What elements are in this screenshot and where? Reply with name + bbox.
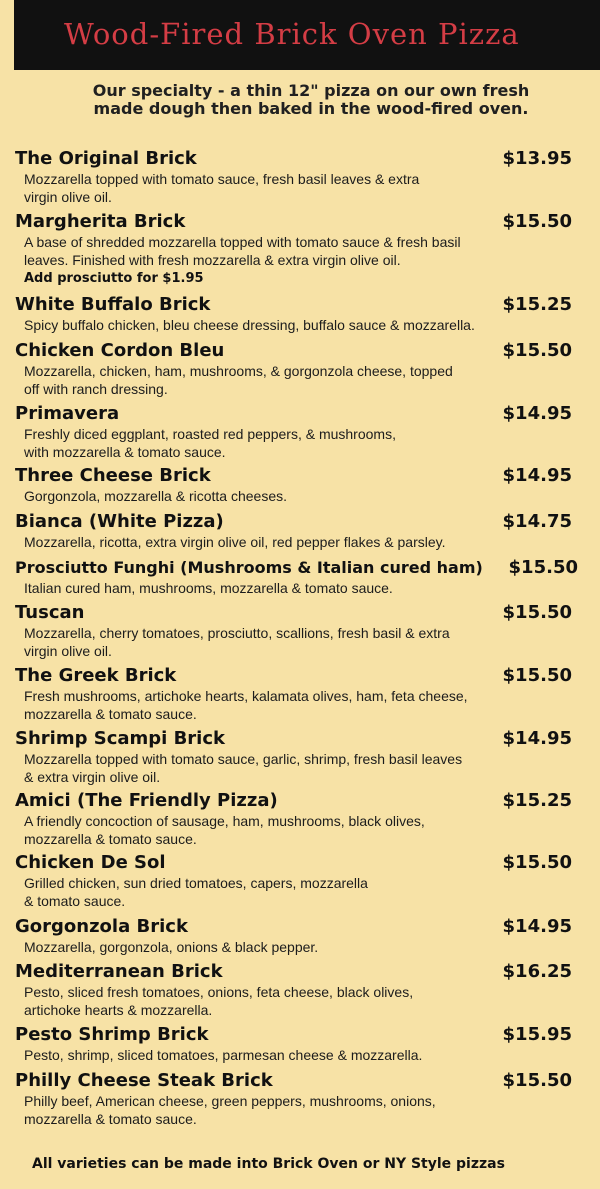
description-line: Mozzarella, ricotta, extra virgin olive oil, red pepper flakes & parsley. [24, 534, 446, 550]
description-line: Pesto, sliced fresh tomatoes, onions, feta cheese, black olives, [24, 984, 414, 1000]
menu-item-name: The Original Brick [15, 148, 197, 169]
menu-item-description [24, 813, 584, 848]
menu-item-description [24, 488, 584, 506]
menu-item-price: $15.50 [502, 211, 572, 232]
description-line: Grilled chicken, sun dried tomatoes, capers, mozzarella [24, 875, 368, 891]
description-line: with mozzarella & tomato sauce. [24, 443, 226, 460]
menu-item-price: $15.25 [502, 790, 572, 811]
menu-item-description [24, 688, 584, 723]
menu-item-price: $15.50 [502, 1070, 572, 1091]
description-line: mozzarella & tomato sauce. [24, 705, 197, 722]
description-line: artichoke hearts & mozzarella. [24, 1001, 213, 1018]
description-line: Mozzarella, chicken, ham, mushrooms, & gorgonzola cheese, topped [24, 363, 453, 379]
menu-item-name: Chicken De Sol [15, 852, 166, 873]
menu-item-price: $14.95 [502, 403, 572, 424]
specialty-intro [76, 82, 546, 118]
description-line: off with ranch dressing. [24, 380, 168, 397]
menu-item-description [24, 171, 584, 206]
menu-item-price: $14.95 [502, 916, 572, 937]
menu-item-price: $15.50 [508, 557, 578, 578]
intro-line-2: made dough then baked in the wood-fired oven. [93, 99, 529, 118]
menu-item-description [24, 234, 584, 269]
menu-item-name: Shrimp Scampi Brick [15, 728, 225, 749]
menu-item-name: The Greek Brick [15, 665, 177, 686]
description-line: Mozzarella topped with tomato sauce, fresh basil leaves & extra [24, 171, 420, 187]
menu-item-description [24, 317, 584, 335]
menu-item-description [24, 875, 584, 910]
menu-item-description [24, 363, 584, 398]
menu-item-name: Primavera [15, 403, 120, 424]
menu-item-description [24, 1047, 584, 1065]
menu-item-price: $16.25 [502, 961, 572, 982]
menu-item-description [24, 534, 584, 552]
menu-item-description [24, 751, 584, 786]
menu-item-price: $15.25 [502, 294, 572, 315]
menu-item-price: $15.95 [502, 1024, 572, 1045]
menu-item-price: $15.50 [502, 665, 572, 686]
description-line: A base of shredded mozzarella topped with tomato sauce & fresh basil [24, 234, 461, 250]
menu-item-description [24, 426, 584, 461]
menu-item-name: Margherita Brick [15, 211, 186, 232]
menu-item-name: Prosciutto Funghi (Mushrooms & Italian cured ham) [15, 558, 483, 577]
menu-item-name: Chicken Cordon Bleu [15, 340, 225, 361]
description-line: Fresh mushrooms, artichoke hearts, kalamata olives, ham, feta cheese, [24, 688, 468, 704]
menu-item-description [24, 580, 584, 598]
description-line: Spicy buffalo chicken, bleu cheese dressing, buffalo sauce & mozzarella. [24, 317, 475, 333]
description-line: Freshly diced eggplant, roasted red peppers, & mushrooms, [24, 426, 396, 442]
description-line: Mozzarella, gorgonzola, onions & black pepper. [24, 939, 319, 955]
description-line: mozzarella & tomato sauce. [24, 830, 197, 847]
menu-item-name: Pesto Shrimp Brick [15, 1024, 209, 1045]
menu-item-price: $15.50 [502, 340, 572, 361]
menu-item-price: $14.75 [502, 511, 572, 532]
menu-item-description [24, 984, 584, 1019]
footer-note: All varieties can be made into Brick Oven or NY Style pizzas [32, 1156, 505, 1172]
menu-item-price: $15.50 [502, 852, 572, 873]
menu-item-price: $14.95 [502, 728, 572, 749]
menu-header [14, 0, 600, 70]
menu-item-description [24, 1093, 584, 1128]
menu-title: Wood-Fired Brick Oven Pizza [64, 17, 520, 51]
menu-item-description [24, 939, 584, 957]
description-line: Pesto, shrimp, sliced tomatoes, parmesan cheese & mozzarella. [24, 1047, 423, 1063]
menu-item-name: Gorgonzola Brick [15, 916, 188, 937]
menu-item-name: White Buffalo Brick [15, 294, 211, 315]
menu-item-price: $13.95 [502, 148, 572, 169]
description-line: Mozzarella topped with tomato sauce, garlic, shrimp, fresh basil leaves [24, 751, 463, 767]
description-line: Philly beef, American cheese, green peppers, mushrooms, onions, [24, 1093, 436, 1109]
description-line: Italian cured ham, mushrooms, mozzarella & tomato sauce. [24, 580, 393, 596]
menu-item-price: $15.50 [502, 602, 572, 623]
menu-item-description [24, 625, 584, 660]
menu-item-name: Amici (The Friendly Pizza) [15, 790, 278, 811]
description-line: mozzarella & tomato sauce. [24, 1110, 197, 1127]
menu-item-price: $14.95 [502, 465, 572, 486]
description-line: Gorgonzola, mozzarella & ricotta cheeses. [24, 488, 288, 504]
description-line: leaves. Finished with fresh mozzarella & extra virgin olive oil. [24, 251, 401, 268]
menu-item-name: Philly Cheese Steak Brick [15, 1070, 273, 1091]
description-line: virgin olive oil. [24, 642, 112, 659]
menu-item-name: Tuscan [15, 602, 85, 623]
menu-item-name: Bianca (White Pizza) [15, 511, 224, 532]
menu-item-name: Three Cheese Brick [15, 465, 211, 486]
menu-item-name: Mediterranean Brick [15, 961, 223, 982]
menu-item-addon: Add prosciutto for $1.95 [24, 271, 204, 286]
description-line: Mozzarella, cherry tomatoes, prosciutto, scallions, fresh basil & extra [24, 625, 450, 641]
intro-line-1: Our specialty - a thin 12" pizza on our own fresh [92, 81, 530, 100]
description-line: & tomato sauce. [24, 892, 126, 909]
description-line: & extra virgin olive oil. [24, 768, 161, 785]
description-line: A friendly concoction of sausage, ham, mushrooms, black olives, [24, 813, 425, 829]
description-line: virgin olive oil. [24, 188, 112, 205]
